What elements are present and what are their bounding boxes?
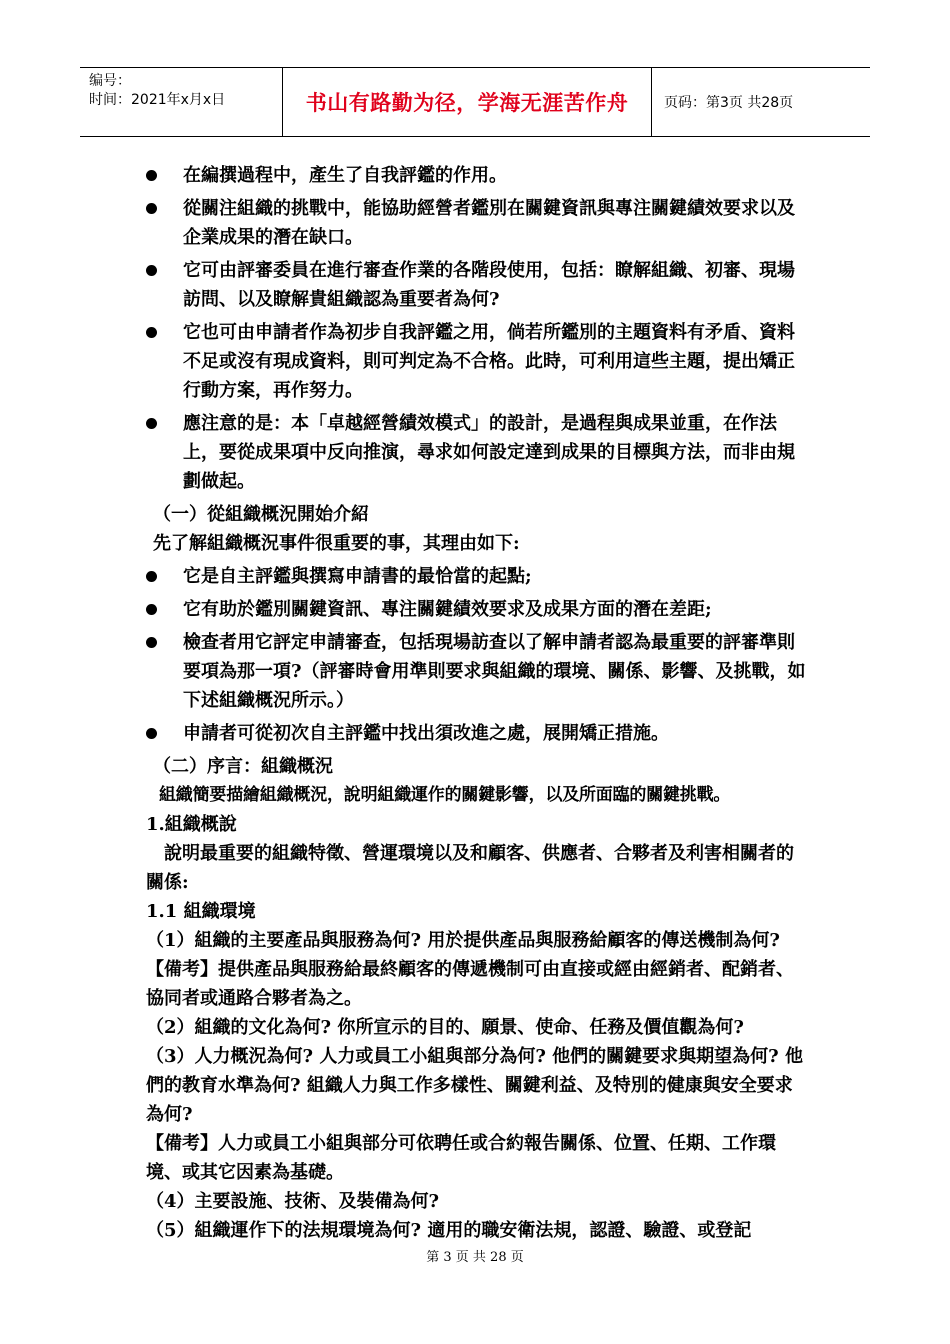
list-item: （4）主要設施、技術、及裝備為何? xyxy=(146,1191,440,1212)
header-table xyxy=(80,67,870,137)
document-body xyxy=(146,161,806,1245)
bullet-dot-icon xyxy=(146,265,157,276)
page-info: 页码：第3页 共28页 xyxy=(664,95,794,111)
list-item: （2）組織的文化為何? 你所宣示的目的、願景、使命、任務及價值觀為何? xyxy=(146,1017,744,1038)
heading-1: 1.組織概說 xyxy=(146,814,237,835)
page-footer: 第 3 页 共 28 页 xyxy=(426,1250,524,1265)
bullet-item: 在編撰過程中，產生了自我評鑑的作用。 xyxy=(146,161,806,190)
bullet-dot-icon xyxy=(146,604,157,615)
bullet-item: 它是自主評鑑與撰寫申請書的最恰當的起點; xyxy=(146,562,806,591)
heading-1-1: 1.1 組織環境 xyxy=(146,901,256,922)
number-label: 编号： xyxy=(89,73,131,89)
bullet-item: 應注意的是：本「卓越經營績效模式」的設計，是過程與成果並重，在作法上，要從成果項中反向推演，尋求如何設定達到成果的目標與方法，而非由規劃做起。 xyxy=(146,409,806,496)
bullet-item: 檢查者用它評定申請審查，包括現場訪查以了解申請者認為最重要的評審準則要項為那一項?（評審時會用準則要求與組織的環境、關係、影響、及挑戰，如下述組織概況所示。） xyxy=(146,628,806,715)
header-middle-cell xyxy=(282,68,652,136)
date-label: 时间：2021年x月x日 xyxy=(89,92,226,108)
bullet-dot-icon xyxy=(146,728,157,739)
bullet-dot-icon xyxy=(146,203,157,214)
heading-1-text: 說明最重要的組織特徵、營運環境以及和顧客、供應者、合夥者及利害相關者的關係: xyxy=(146,843,794,893)
header-right-cell xyxy=(652,68,870,136)
list-item: （3）人力概況為何? 人力或員工小組與部分為何? 他們的關鍵要求與期望為何? 他們的教育水準為何? 組織人力與工作多樣性、關鍵利益、及特別的健康與安全要求為何? xyxy=(146,1046,803,1125)
bullet-dot-icon xyxy=(146,170,157,181)
bullet-dot-icon xyxy=(146,637,157,648)
list-item: 【備考】人力或員工小組與部分可依聘任或合約報告關係、位置、任期、工作環境、或其它因素為基礎。 xyxy=(146,1133,776,1183)
header-left-cell xyxy=(80,68,282,136)
list-item: （5）組織運作下的法規環境為何? 適用的職安衛法規，認證、驗證、或登記 xyxy=(146,1220,752,1241)
section-1-title: （一）從組織概況開始介紹 xyxy=(153,504,369,525)
bullet-item: 它可由評審委員在進行審查作業的各階段使用，包括：瞭解組織、初審、現場訪問、以及瞭解貴組織認為重要者為何? xyxy=(146,256,806,314)
bullet-item: 從關注組織的挑戰中，能協助經營者鑑別在關鍵資訊與專注關鍵績效要求以及企業成果的潛在缺口。 xyxy=(146,194,806,252)
bullet-dot-icon xyxy=(146,571,157,582)
bullet-dot-icon xyxy=(146,418,157,429)
list-item: （1）組織的主要產品與服務為何? 用於提供產品與服務給顧客的傳送機制為何? xyxy=(146,930,780,951)
section-2-title: （二）序言：組織概況 xyxy=(153,756,333,777)
bullet-dot-icon xyxy=(146,327,157,338)
section-1-intro: 先了解組織概況事件很重要的事，其理由如下: xyxy=(153,533,520,554)
bullet-item: 它有助於鑑別關鍵資訊、專注關鍵績效要求及成果方面的潛在差距; xyxy=(146,595,806,624)
section-2-intro: 組織簡要描繪組織概況，說明組織運作的關鍵影響，以及所面臨的關鍵挑戰。 xyxy=(159,785,731,805)
list-item: 【備考】提供產品與服務給最終顧客的傳遞機制可由直接或經由經銷者、配銷者、協同者或通路合夥者為之。 xyxy=(146,959,794,1009)
bullet-item: 申請者可從初次自主評鑑中找出須改進之處，展開矯正措施。 xyxy=(146,719,806,748)
bullet-item: 它也可由申請者作為初步自我評鑑之用，倘若所鑑別的主題資料有矛盾、資料不足或沒有現成資料，則可判定為不合格。此時，可利用這些主題，提出矯正行動方案，再作努力。 xyxy=(146,318,806,405)
motto-text: 书山有路勤为径，学海无涯苦作舟 xyxy=(305,91,629,115)
